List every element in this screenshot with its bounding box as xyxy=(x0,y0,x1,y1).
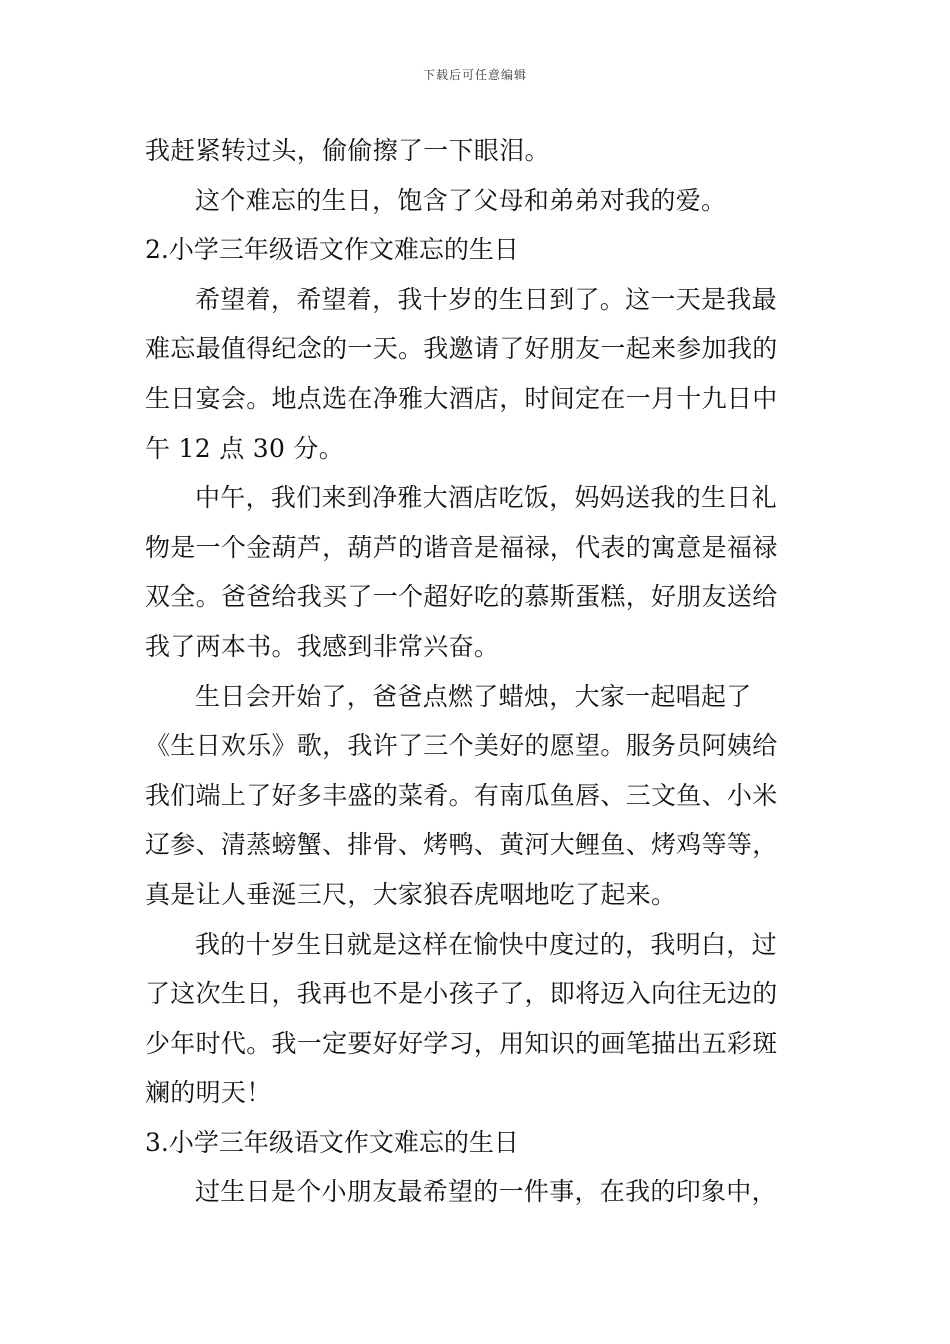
text-line: 希望着，希望着，我十岁的生日到了。这一天是我最 xyxy=(195,284,777,314)
essay-body xyxy=(145,126,810,1217)
text-line: 这个难忘的生日，饱含了父母和弟弟对我的爱。 xyxy=(195,185,727,215)
text-line: 真是让人垂涎三尺，大家狼吞虎咽地吃了起来。 xyxy=(145,879,677,909)
text-line: 午 12 点 30 分。 xyxy=(145,433,345,463)
section-heading: 3.小学三年级语文作文难忘的生日 xyxy=(145,1127,519,1157)
header-note: 下载后可任意编辑 xyxy=(422,68,527,82)
text-line: 少年时代。我一定要好好学习，用知识的画笔描出五彩斑 xyxy=(145,1028,778,1058)
text-line: 辽参、清蒸螃蟹、排骨、烤鸭、黄河大鲤鱼、烤鸡等等， xyxy=(145,830,778,860)
text-line: 双全。爸爸给我买了一个超好吃的慕斯蛋糕，好朋友送给 xyxy=(145,582,778,612)
text-line: 我们端上了好多丰盛的菜肴。有南瓜鱼唇、三文鱼、小米 xyxy=(145,780,778,810)
text-line: 过生日是个小朋友最希望的一件事，在我的印象中， xyxy=(195,1177,777,1207)
text-line: 我赶紧转过头，偷偷擦了一下眼泪。 xyxy=(145,136,550,165)
text-line: 中午，我们来到净雅大酒店吃饭，妈妈送我的生日礼 xyxy=(195,483,777,513)
text-line: 生日宴会。地点选在净雅大酒店，时间定在一月十九日中 xyxy=(145,383,778,413)
text-line: 物是一个金葫芦，葫芦的谐音是福禄，代表的寓意是福禄 xyxy=(145,532,778,562)
text-line: 生日会开始了，爸爸点燃了蜡烛，大家一起唱起了 xyxy=(195,681,752,711)
text-line: 了这次生日，我再也不是小孩子了，即将迈入向往无边的 xyxy=(145,979,778,1009)
text-line: 我了两本书。我感到非常兴奋。 xyxy=(145,631,500,661)
section-heading: 2.小学三年级语文作文难忘的生日 xyxy=(145,235,519,265)
text-line: 难忘最值得纪念的一天。我邀请了好朋友一起来参加我的 xyxy=(145,334,778,364)
text-line: 《生日欢乐》歌，我许了三个美好的愿望。服务员阿姨给 xyxy=(145,731,778,761)
text-line: 我的十岁生日就是这样在愉快中度过的，我明白，过 xyxy=(195,929,777,959)
text-line: 斓的明天！ xyxy=(145,1078,272,1108)
